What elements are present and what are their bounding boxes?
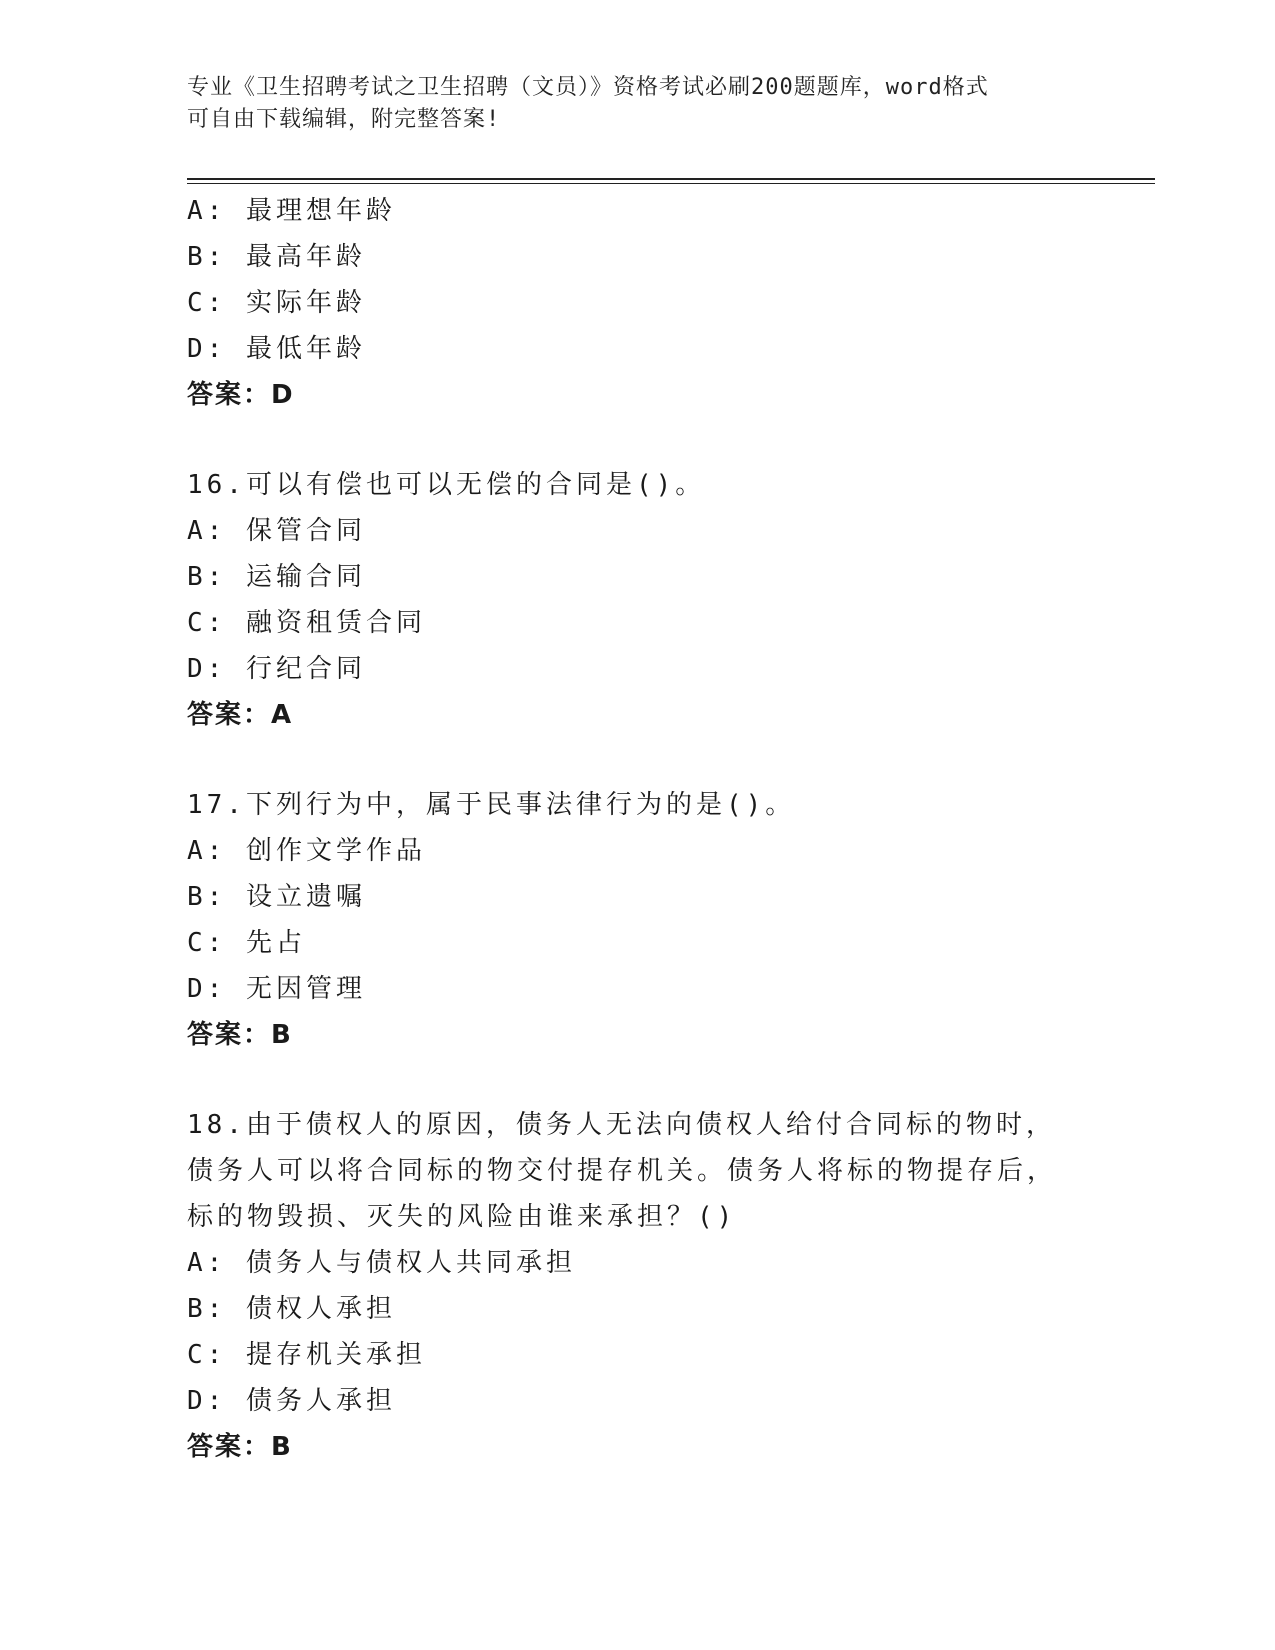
option-a: A: 保管合同 bbox=[187, 516, 366, 546]
header-line-2: 可自由下载编辑，附完整答案! bbox=[187, 107, 501, 132]
question-16 bbox=[187, 462, 1087, 738]
question-list bbox=[187, 188, 1087, 1470]
option-a: A: 最理想年龄 bbox=[187, 196, 396, 226]
header-divider-thick bbox=[187, 178, 1155, 180]
option-d: D: 债务人承担 bbox=[187, 1386, 396, 1416]
option-c: C: 先占 bbox=[187, 928, 306, 958]
header-divider-thin bbox=[187, 183, 1155, 184]
question-spacer bbox=[187, 1058, 1087, 1102]
question-stem: 18.由于债权人的原因，债务人无法向债权人给付合同标的物时，债务人可以将合同标的物交付提存机关。债务人将标的物提存后，标的物毁损、灭失的风险由谁来承担？() bbox=[187, 1110, 1058, 1232]
option-c: C: 融资租赁合同 bbox=[187, 608, 426, 638]
option-d: D: 行纪合同 bbox=[187, 654, 366, 684]
option-b: B: 设立遗嘱 bbox=[187, 882, 366, 912]
question-17 bbox=[187, 782, 1087, 1058]
answer-line: 答案：D bbox=[187, 380, 295, 410]
option-b: B: 最高年龄 bbox=[187, 242, 366, 272]
question-stem: 16.可以有偿也可以无偿的合同是()。 bbox=[187, 470, 706, 500]
question-18 bbox=[187, 1102, 1087, 1470]
option-a: A: 债务人与债权人共同承担 bbox=[187, 1248, 576, 1278]
option-c: C: 提存机关承担 bbox=[187, 1340, 426, 1370]
question-spacer bbox=[187, 418, 1087, 462]
question-stem: 17.下列行为中，属于民事法律行为的是()。 bbox=[187, 790, 796, 820]
answer-line: 答案：A bbox=[187, 700, 294, 730]
question-spacer bbox=[187, 738, 1087, 782]
option-c: C: 实际年龄 bbox=[187, 288, 366, 318]
question-15 bbox=[187, 188, 1087, 418]
document-header bbox=[187, 72, 1067, 136]
option-d: D: 最低年龄 bbox=[187, 334, 366, 364]
header-line-1: 专业《卫生招聘考试之卫生招聘（文员）》资格考试必刷200题题库，word格式 bbox=[187, 75, 989, 100]
answer-line: 答案：B bbox=[187, 1020, 293, 1050]
option-b: B: 债权人承担 bbox=[187, 1294, 396, 1324]
answer-line: 答案：B bbox=[187, 1432, 293, 1462]
option-a: A: 创作文学作品 bbox=[187, 836, 426, 866]
option-b: B: 运输合同 bbox=[187, 562, 366, 592]
option-d: D: 无因管理 bbox=[187, 974, 366, 1004]
